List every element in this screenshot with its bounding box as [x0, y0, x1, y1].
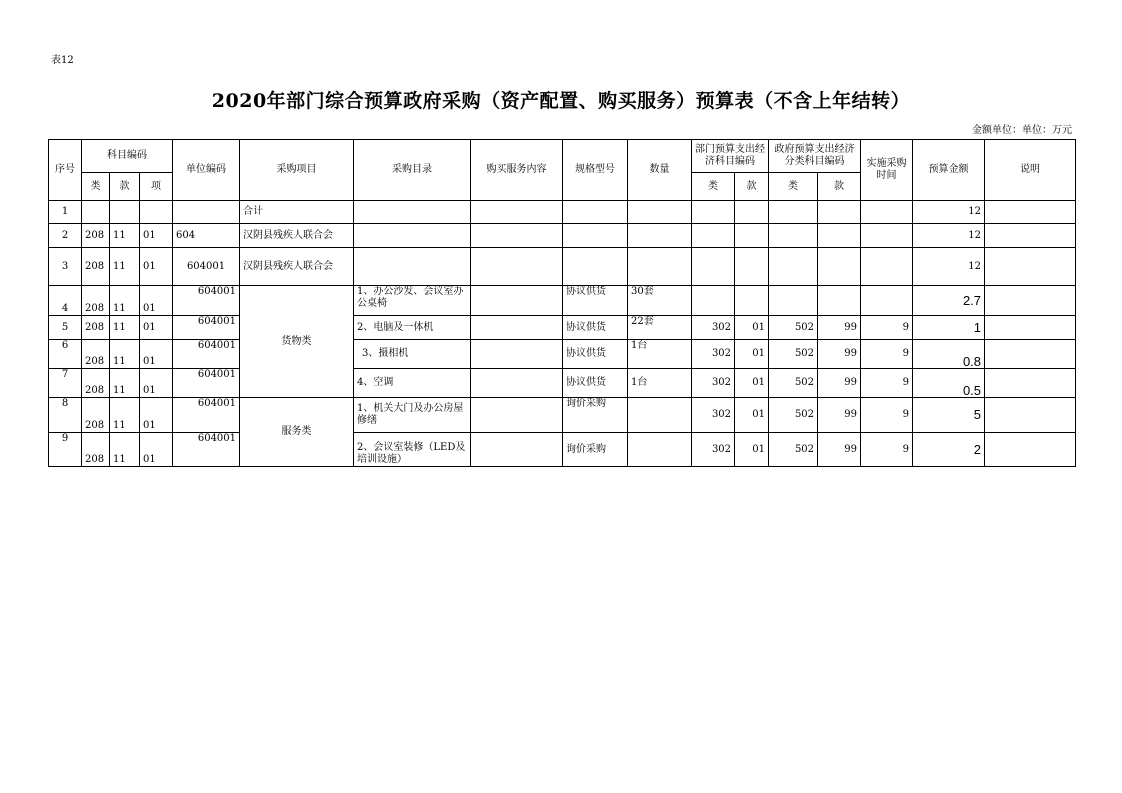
cell-qty: 1台	[628, 340, 692, 369]
cell-unit-code: 604001	[173, 248, 240, 286]
cell-dept-kuan: 01	[735, 369, 769, 398]
header-kuan: 款	[110, 173, 140, 201]
header-gov-econ: 政府预算支出经济分类科目编码	[769, 140, 861, 173]
header-gov-lei: 类	[769, 173, 818, 201]
cell-method: 协议供货	[563, 369, 628, 398]
cell-gov-kuan: 99	[818, 398, 861, 433]
cell-catalog	[354, 248, 471, 286]
cell-dept-lei: 302	[692, 316, 735, 340]
cell-catalog: 1、机关大门及办公房屋修缮	[354, 398, 471, 433]
cell-note	[985, 224, 1076, 248]
cell-kuan	[110, 201, 140, 224]
cell-gov-lei	[769, 286, 818, 316]
cell-method: 询价采购	[563, 398, 628, 433]
header-note: 说明	[985, 140, 1076, 201]
cell-amount: 12	[913, 224, 985, 248]
cell-method	[563, 248, 628, 286]
cell-xiang: 01	[140, 286, 173, 316]
cell-service	[471, 286, 563, 316]
cell-service	[471, 340, 563, 369]
cell-service	[471, 224, 563, 248]
cell-amount: 0.5	[913, 369, 985, 398]
header-dept-lei: 类	[692, 173, 735, 201]
page-title: 2020年部门综合预算政府采购（资产配置、购买服务）预算表（不含上年结转）	[211, 90, 911, 112]
cell-time: 9	[861, 369, 913, 398]
cell-seq: 1	[49, 201, 82, 224]
cell-qty	[628, 224, 692, 248]
cell-project: 汉阴县残疾人联合会	[240, 248, 354, 286]
cell-dept-lei: 302	[692, 340, 735, 369]
cell-catalog: 2、电脑及一体机	[354, 316, 471, 340]
cell-xiang: 01	[140, 248, 173, 286]
cell-xiang: 01	[140, 369, 173, 398]
cell-amount: 0.8	[913, 340, 985, 369]
cell-seq: 8	[49, 398, 82, 433]
cell-unit-code: 604001	[173, 398, 240, 433]
cell-xiang: 01	[140, 224, 173, 248]
cell-note	[985, 398, 1076, 433]
header-gov-kuan: 款	[818, 173, 861, 201]
cell-method: 协议供货	[563, 316, 628, 340]
cell-service	[471, 201, 563, 224]
cell-gov-lei: 502	[769, 369, 818, 398]
cell-note	[985, 369, 1076, 398]
cell-dept-kuan	[735, 286, 769, 316]
header-unit-code: 单位编码	[173, 140, 240, 201]
cell-note	[985, 201, 1076, 224]
cell-service	[471, 316, 563, 340]
cell-gov-kuan: 99	[818, 433, 861, 467]
cell-time	[861, 224, 913, 248]
header-catalog: 采购目录	[354, 140, 471, 201]
cell-catalog: 4、空调	[354, 369, 471, 398]
cell-dept-lei: 302	[692, 398, 735, 433]
cell-kuan: 11	[110, 340, 140, 369]
cell-gov-kuan	[818, 286, 861, 316]
table-row	[49, 398, 1076, 433]
cell-time	[861, 248, 913, 286]
header-seq: 序号	[49, 140, 82, 201]
cell-lei: 208	[82, 433, 110, 467]
cell-dept-kuan	[735, 224, 769, 248]
cell-kuan: 11	[110, 286, 140, 316]
cell-lei: 208	[82, 316, 110, 340]
table-row	[49, 369, 1076, 398]
table-row	[49, 286, 1076, 316]
header-dept-econ: 部门预算支出经济科目编码	[692, 140, 769, 173]
cell-service	[471, 248, 563, 286]
cell-catalog	[354, 224, 471, 248]
cell-gov-lei: 502	[769, 433, 818, 467]
cell-amount: 12	[913, 248, 985, 286]
cell-xiang: 01	[140, 316, 173, 340]
cell-seq: 4	[49, 286, 82, 316]
cell-note	[985, 433, 1076, 467]
cell-gov-lei: 502	[769, 316, 818, 340]
cell-gov-lei: 502	[769, 398, 818, 433]
table-row	[49, 433, 1076, 467]
cell-time: 9	[861, 433, 913, 467]
cell-gov-kuan: 99	[818, 316, 861, 340]
cell-time	[861, 286, 913, 316]
cell-gov-lei	[769, 201, 818, 224]
cell-note	[985, 340, 1076, 369]
cell-catalog: 2、会议室装修（LED及培训设施）	[354, 433, 471, 467]
header-time: 实施采购时间	[861, 140, 913, 201]
amount-unit-label: 金额单位：单位：万元	[972, 125, 1072, 136]
cell-dept-lei: 302	[692, 369, 735, 398]
header-amount: 预算金额	[913, 140, 985, 201]
header-xiang: 项	[140, 173, 173, 201]
cell-gov-kuan	[818, 248, 861, 286]
cell-unit-code: 604001	[173, 340, 240, 369]
cell-dept-lei	[692, 286, 735, 316]
group-goods-label: 货物类	[240, 286, 354, 398]
cell-qty	[628, 433, 692, 467]
cell-unit-code: 604001	[173, 369, 240, 398]
cell-qty	[628, 201, 692, 224]
cell-note	[985, 286, 1076, 316]
header-project: 采购项目	[240, 140, 354, 201]
cell-dept-kuan: 01	[735, 340, 769, 369]
cell-gov-lei: 502	[769, 340, 818, 369]
cell-unit-code: 604001	[173, 433, 240, 467]
cell-dept-lei: 302	[692, 433, 735, 467]
cell-lei: 208	[82, 224, 110, 248]
cell-lei: 208	[82, 369, 110, 398]
cell-gov-lei	[769, 248, 818, 286]
cell-time	[861, 201, 913, 224]
cell-seq: 3	[49, 248, 82, 286]
table-row	[49, 224, 1076, 248]
cell-kuan: 11	[110, 398, 140, 433]
header-subject-code: 科目编码	[82, 140, 173, 173]
budget-table	[48, 139, 1076, 467]
cell-kuan: 11	[110, 224, 140, 248]
cell-method	[563, 201, 628, 224]
group-services-label: 服务类	[240, 398, 354, 467]
cell-amount: 1	[913, 316, 985, 340]
cell-service	[471, 398, 563, 433]
cell-amount: 2	[913, 433, 985, 467]
cell-method	[563, 224, 628, 248]
cell-service	[471, 369, 563, 398]
cell-note	[985, 316, 1076, 340]
cell-xiang: 01	[140, 340, 173, 369]
cell-seq: 9	[49, 433, 82, 467]
cell-time: 9	[861, 398, 913, 433]
cell-qty	[628, 248, 692, 286]
cell-xiang: 01	[140, 398, 173, 433]
cell-gov-kuan	[818, 201, 861, 224]
cell-dept-lei	[692, 248, 735, 286]
cell-xiang	[140, 201, 173, 224]
cell-gov-kuan: 99	[818, 369, 861, 398]
header-spec: 规格型号	[563, 140, 628, 201]
cell-kuan: 11	[110, 433, 140, 467]
cell-method: 询价采购	[563, 433, 628, 467]
cell-amount: 12	[913, 201, 985, 224]
cell-dept-kuan	[735, 248, 769, 286]
table-row	[49, 248, 1076, 286]
header-service: 购买服务内容	[471, 140, 563, 201]
cell-xiang: 01	[140, 433, 173, 467]
cell-unit-code: 604	[173, 224, 240, 248]
cell-project: 合计	[240, 201, 354, 224]
cell-catalog: 3、摄相机	[354, 340, 471, 369]
header-dept-kuan: 款	[735, 173, 769, 201]
cell-method: 协议供货	[563, 340, 628, 369]
cell-dept-kuan: 01	[735, 398, 769, 433]
cell-lei: 208	[82, 286, 110, 316]
cell-kuan: 11	[110, 248, 140, 286]
cell-seq: 2	[49, 224, 82, 248]
cell-lei: 208	[82, 340, 110, 369]
cell-gov-kuan: 99	[818, 340, 861, 369]
cell-unit-code	[173, 201, 240, 224]
cell-catalog: 1、办公沙发、会议室办公桌椅	[354, 286, 471, 316]
cell-lei	[82, 201, 110, 224]
cell-dept-kuan: 01	[735, 433, 769, 467]
table-row	[49, 316, 1076, 340]
cell-kuan: 11	[110, 369, 140, 398]
header-qty: 数量	[628, 140, 692, 201]
cell-amount: 5	[913, 398, 985, 433]
cell-dept-kuan	[735, 201, 769, 224]
cell-catalog	[354, 201, 471, 224]
cell-gov-lei	[769, 224, 818, 248]
cell-note	[985, 248, 1076, 286]
cell-lei: 208	[82, 398, 110, 433]
cell-method: 协议供货	[563, 286, 628, 316]
cell-time: 9	[861, 316, 913, 340]
cell-gov-kuan	[818, 224, 861, 248]
cell-lei: 208	[82, 248, 110, 286]
cell-kuan: 11	[110, 316, 140, 340]
table-row	[49, 201, 1076, 224]
cell-qty: 22套	[628, 316, 692, 340]
cell-project: 汉阴县残疾人联合会	[240, 224, 354, 248]
cell-unit-code: 604001	[173, 286, 240, 316]
cell-dept-lei	[692, 201, 735, 224]
cell-amount: 2.7	[913, 286, 985, 316]
cell-time: 9	[861, 340, 913, 369]
cell-unit-code: 604001	[173, 316, 240, 340]
cell-dept-lei	[692, 224, 735, 248]
header-lei: 类	[82, 173, 110, 201]
cell-dept-kuan: 01	[735, 316, 769, 340]
cell-qty: 30套	[628, 286, 692, 316]
cell-seq: 7	[49, 369, 82, 398]
table-number-label: 表12	[51, 55, 74, 66]
cell-seq: 6	[49, 340, 82, 369]
cell-service	[471, 433, 563, 467]
cell-qty: 1台	[628, 369, 692, 398]
cell-seq: 5	[49, 316, 82, 340]
table-row	[49, 340, 1076, 369]
cell-qty	[628, 398, 692, 433]
